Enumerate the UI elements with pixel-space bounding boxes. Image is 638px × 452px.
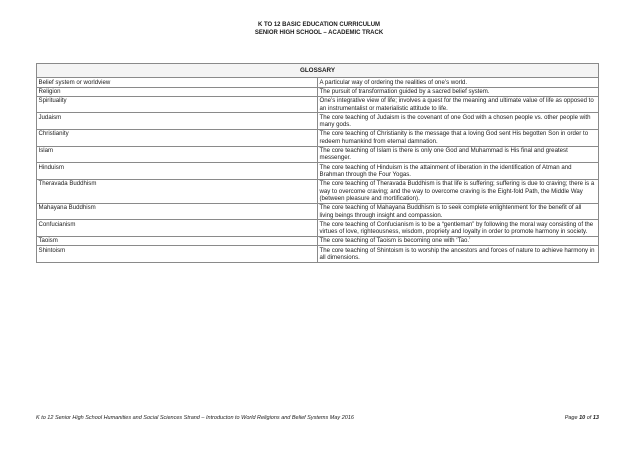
glossary-term: Theravada Buddhism	[37, 179, 318, 203]
glossary-definition: The core teaching of Shintoism is to worship the ancestors and forces of nature to achieve harmony in all dimensions.	[318, 246, 599, 263]
table-row	[37, 203, 599, 220]
glossary-definition: The core teaching of Islam is there is only one God and Muhammad is His final and greatest messenger.	[318, 146, 599, 163]
page-current: 10	[579, 415, 586, 421]
table-row	[37, 129, 599, 146]
table-row	[37, 179, 599, 203]
glossary-definition: The core teaching of Taoism is becoming one with ‘Tao.’	[318, 236, 599, 245]
glossary-definition: The core teaching of Mahayana Buddhism is to seek complete enlightenment for the benefit of all living beings through insight and compassion.	[318, 203, 599, 220]
glossary-term: Hinduism	[37, 163, 318, 180]
of-word: of	[586, 415, 592, 421]
glossary-term: Confucianism	[37, 220, 318, 237]
glossary-definition: One’s integrative view of life; involves a quest for the meaning and ultimate value of life as opposed to an instrumentalist or materialistic attitude to life.	[318, 96, 599, 113]
page-number	[565, 415, 599, 421]
table-row	[37, 163, 599, 180]
glossary-term: Islam	[37, 146, 318, 163]
glossary-definition: The core teaching of Christianity is the message that a loving God sent His begotten Son in order to redeem humankind from eternal damnation.	[318, 129, 599, 146]
table-row	[37, 220, 599, 237]
table-row	[37, 87, 599, 96]
glossary-body	[37, 78, 599, 262]
glossary-term: Shintoism	[37, 246, 318, 263]
glossary-term: Belief system or worldview	[37, 78, 318, 87]
glossary-definition: The core teaching of Hinduism is the attainment of liberation in the identification of Atman and Brahman through the Four Yogas.	[318, 163, 599, 180]
table-row	[37, 146, 599, 163]
table-row	[37, 236, 599, 245]
page-footer	[36, 415, 599, 421]
glossary-definition: The pursuit of transformation guided by a sacred belief system.	[318, 87, 599, 96]
page-total: 13	[592, 415, 599, 421]
glossary-term: Mahayana Buddhism	[37, 203, 318, 220]
page-word: Page	[564, 415, 578, 421]
document-header	[0, 21, 638, 37]
glossary-definition: The core teaching of Theravada Buddhism is that life is suffering; suffering is due to craving; there is a way to overcome craving; and the way to overcome craving is the Eight-fold Path, the Middle Way (between pleasure and mortification).	[318, 179, 599, 203]
table-row	[37, 246, 599, 263]
glossary-definition: The core teaching of Confucianism is to be a “gentleman” by following the moral way consisting of the virtues of love, righteousness, wisdom, propriety and loyalty in order to promote harmony in society.	[318, 220, 599, 237]
glossary-term: Spirituality	[37, 96, 318, 113]
glossary-definition: The core teaching of Judaism is the covenant of one God with a chosen people vs. other people with many gods.	[318, 113, 599, 130]
table-row	[37, 78, 599, 87]
glossary-term: Judaism	[37, 113, 318, 130]
glossary-term: Taoism	[37, 236, 318, 245]
table-row	[37, 96, 599, 113]
header-line-2: SENIOR HIGH SCHOOL – ACADEMIC TRACK	[254, 30, 384, 36]
header-line-1: K TO 12 BASIC EDUCATION CURRICULUM	[257, 22, 381, 28]
glossary-table	[36, 63, 599, 263]
table-row	[37, 113, 599, 130]
glossary-definition: A particular way of ordering the realities of one’s world.	[318, 78, 599, 87]
glossary-title: GLOSSARY	[37, 64, 599, 78]
glossary-term: Christianity	[37, 129, 318, 146]
footer-title: K to 12 Senior High School Humanities and Social Sciences Strand – Introducton to World Religions and Belief Systems May 2016	[36, 415, 354, 421]
glossary-title-row	[37, 64, 599, 78]
glossary-term: Religion	[37, 87, 318, 96]
